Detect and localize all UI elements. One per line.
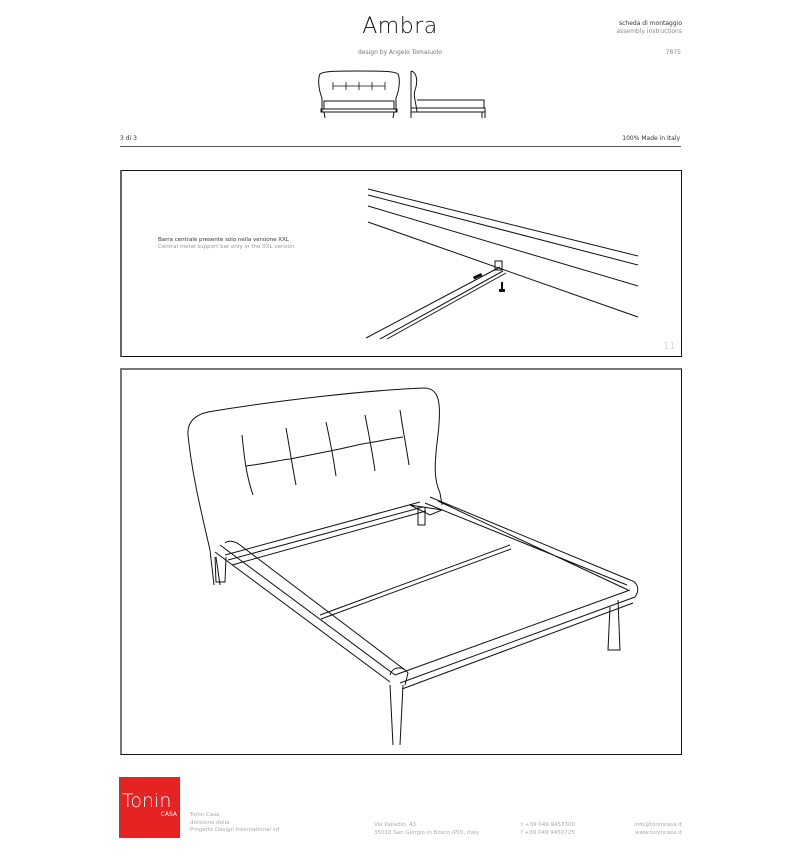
product-title: Ambra — [362, 14, 438, 39]
xxl-note-it: Barra centrale presente solo nella versione XXL — [158, 237, 289, 243]
bed-front-thumbnail — [316, 68, 402, 118]
step-number: 11 — [663, 341, 676, 352]
header-divider — [120, 146, 681, 147]
company-name: Tonin Casa — [190, 812, 220, 818]
product-code: 7875 — [665, 49, 681, 56]
document-type-it: scheda di montaggio — [619, 20, 682, 27]
company-parent: Progetto Design International srl — [190, 827, 280, 833]
central-bar-detail-illustration — [360, 175, 680, 355]
address-street: Via Palladio, 43 — [374, 822, 417, 828]
email-link[interactable]: info@tonincasa.it — [634, 822, 682, 828]
website-link[interactable]: www.tonincasa.it — [635, 829, 682, 836]
assembled-bed-illustration — [180, 385, 650, 745]
address-city: 35010 San Giorgio in Bosco (PD), Italy — [374, 829, 479, 836]
company-division: divisione della — [190, 819, 230, 826]
xxl-note — [158, 237, 294, 251]
page-number: 3 di 3 — [120, 135, 137, 142]
fax-number: f +39 049 9450725 — [521, 829, 575, 836]
logo-sub: CASA — [160, 811, 177, 818]
company-info — [190, 812, 279, 835]
document-type — [616, 20, 682, 36]
logo-name: Tonin — [122, 790, 172, 812]
phone-info — [521, 822, 575, 837]
made-in-label: 100% Made in Italy — [622, 135, 680, 142]
tonin-casa-logo — [119, 777, 180, 838]
designer-credit: design by Angelo Tomaiuolo — [357, 49, 443, 56]
address — [374, 822, 479, 837]
xxl-note-en: Central metal support bar only in the XXL version — [158, 244, 295, 250]
bed-side-thumbnail — [408, 68, 488, 118]
document-type-en: assembly instructions — [616, 28, 682, 35]
phone-number: t +39 049 9453300 — [521, 822, 576, 828]
web-info — [634, 822, 682, 837]
